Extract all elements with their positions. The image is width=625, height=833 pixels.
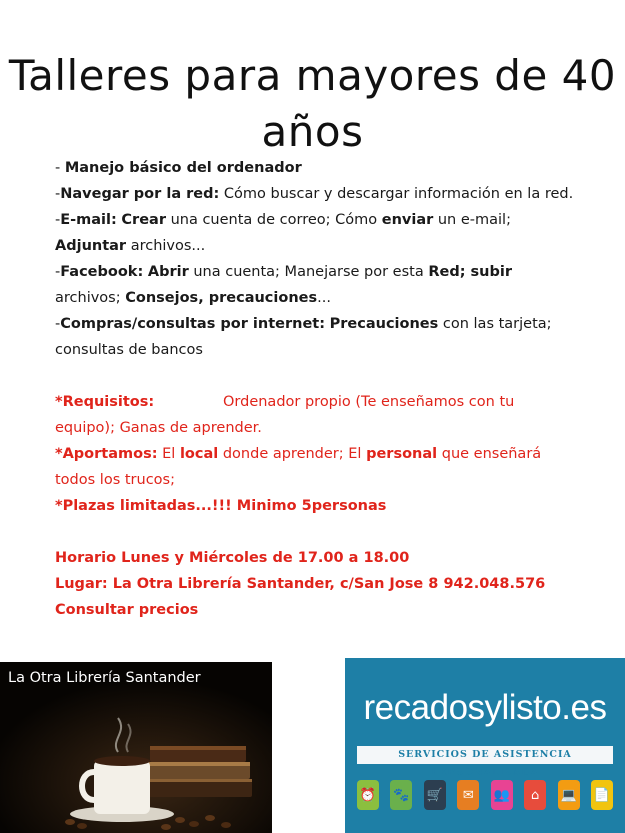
coffee-books-illustration	[0, 662, 272, 833]
cart-icon: 🛒	[424, 780, 446, 810]
item-email: -E-mail: Crear una cuenta de correo; Cómo enviar un e-mail; Adjuntar archivos...	[55, 212, 511, 254]
plazas: *Plazas limitadas...!!! Minimo 5personas	[55, 498, 387, 514]
item-compras: -Compras/consultas por internet: Precauciones con las tarjeta; consultas de bancos	[55, 316, 552, 358]
item-facebook: -Facebook: Abrir una cuenta; Manejarse por esta Red; subir archivos; Consejos, precauciones...	[55, 264, 513, 306]
consultar: Consultar precios	[55, 602, 199, 618]
recados-banner	[345, 658, 625, 833]
pet-icon: 🐾	[390, 780, 412, 810]
item-navegar: -Navegar por la red: Cómo buscar y descargar información en la red.	[55, 186, 574, 202]
brand-name: recadosylisto.es	[363, 688, 607, 727]
bookshop-name: La Otra Librería Santander	[8, 670, 201, 686]
brand-tagline: SERVICIOS DE ASISTENCIA PERSONALIZADA	[357, 746, 613, 764]
mail-icon: ✉	[457, 780, 479, 810]
laptop-icon: 💻	[558, 780, 580, 810]
item-manejo: - Manejo básico del ordenador	[55, 160, 302, 176]
alarm-icon: ⏰	[357, 780, 379, 810]
service-icons	[357, 780, 613, 814]
horario: Horario Lunes y Miércoles de 17.00 a 18.00	[55, 550, 410, 566]
document-icon: 📄	[591, 780, 613, 810]
poster-title: Talleres para mayores de 40 años	[8, 51, 617, 156]
requisitos: *Requisitos: Ordenador propio (Te enseñamos con tu equipo); Ganas de aprender.	[55, 394, 515, 436]
aportamos: *Aportamos: El local donde aprender; El personal que enseñará todos los trucos;	[55, 446, 542, 488]
bookshop-panel	[0, 662, 272, 833]
people-icon: 👥	[491, 780, 513, 810]
home-icon: ⌂	[524, 780, 546, 810]
content-block	[55, 155, 575, 623]
lugar: Lugar: La Otra Librería Santander, c/San Jose 8 942.048.576	[55, 576, 546, 592]
